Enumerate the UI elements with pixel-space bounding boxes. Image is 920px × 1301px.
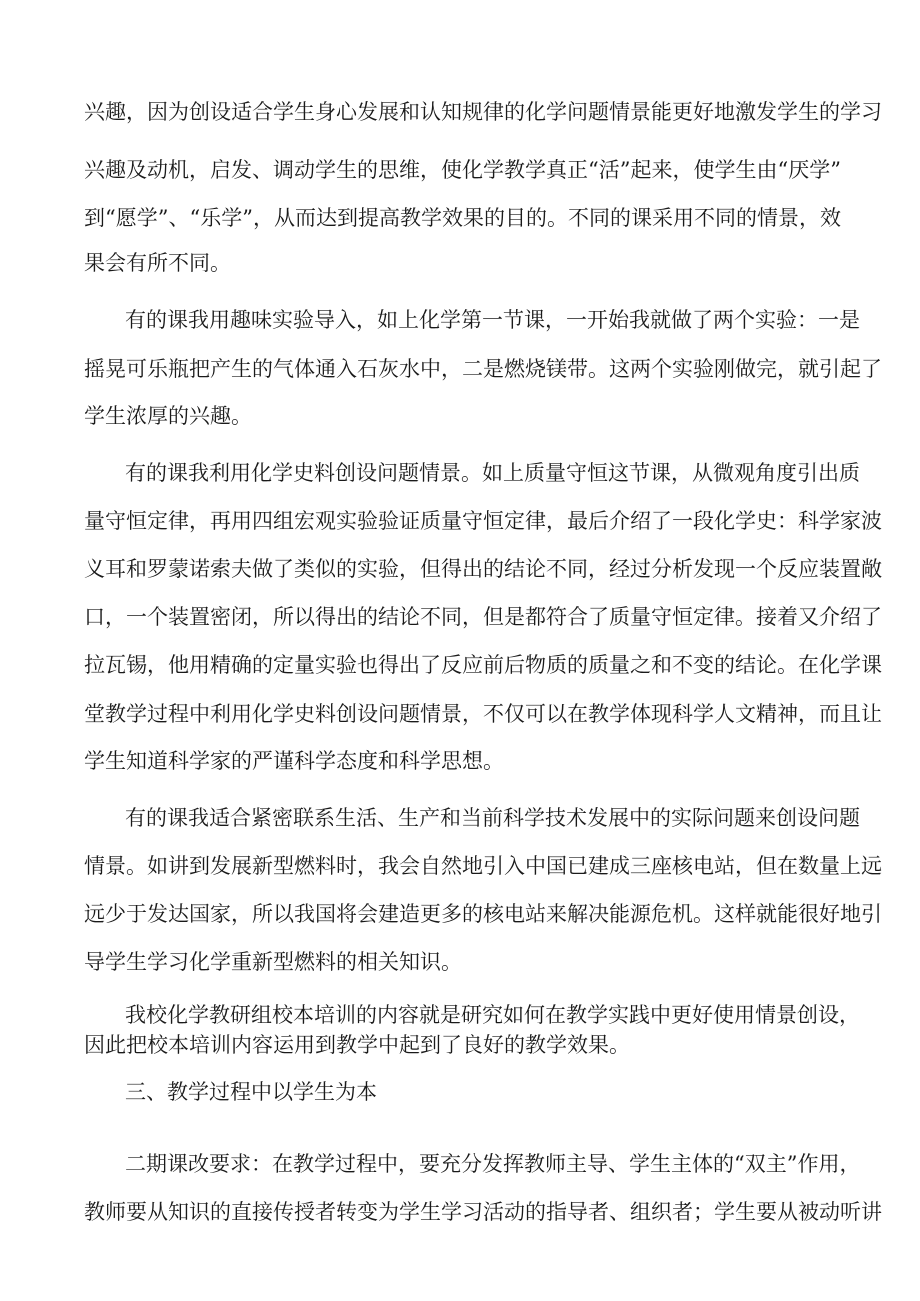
- text-line-4: 果会有所不同。: [84, 251, 231, 275]
- text-line-8: 有的课我利用化学史料创设问题情景。如上质量守恒这节课，从微观角度引出质: [125, 461, 860, 485]
- text-line-22: 二期课改要求：在教学过程中，要充分发挥教师主导、学生主体的“双主”作用，: [125, 1152, 861, 1176]
- text-line-9: 量守恒定律，再用四组宏观实验验证质量守恒定律，最后介绍了一段化学史：科学家波: [84, 509, 882, 533]
- text-line-12: 拉瓦锡，他用精确的定量实验也得出了反应前后物质的质量之和不变的结论。在化学课: [84, 653, 882, 677]
- text-line-13: 堂教学过程中利用化学史料创设问题情景，不仅可以在教学体现科学人文精神，而且让: [84, 702, 882, 726]
- text-line-19: 我校化学教研组校本培训的内容就是研究如何在教学实践中更好使用情景创设，: [125, 1003, 860, 1027]
- text-line-20: 因此把校本培训内容运用到教学中起到了良好的教学效果。: [84, 1033, 630, 1057]
- text-line-6: 摇晃可乐瓶把产生的气体通入石灰水中，二是燃烧镁带。这两个实验刚做完，就引起了: [84, 357, 882, 381]
- text-line-14: 学生知道科学家的严谨科学态度和科学思想。: [84, 749, 504, 773]
- section-heading: 三、教学过程中以学生为本: [125, 1080, 377, 1104]
- text-line-16: 情景。如讲到发展新型燃料时，我会自然地引入中国已建成三座核电站，但在数量上远: [84, 854, 882, 878]
- text-line-17: 远少于发达国家，所以我国将会建造更多的核电站来解决能源危机。这样就能很好地引: [84, 902, 882, 926]
- text-line-10: 义耳和罗蒙诺索夫做了类似的实验，但得出的结论不同，经过分析发现一个反应装置敞: [84, 557, 882, 581]
- text-line-18: 导学生学习化学重新型燃料的相关知识。: [84, 950, 462, 974]
- text-line-3: 到“愿学”、“乐学”，从而达到提高教学效果的目的。不同的课采用不同的情景，效: [84, 206, 841, 230]
- text-line-5: 有的课我用趣味实验导入，如上化学第一节课，一开始我就做了两个实验：一是: [125, 308, 860, 332]
- text-line-7: 学生浓厚的兴趣。: [84, 404, 252, 428]
- text-line-23: 教师要从知识的直接传授者转变为学生学习活动的指导者、组织者；学生要从被动听讲: [84, 1200, 882, 1224]
- text-line-2: 兴趣及动机，启发、调动学生的思维，使化学教学真正“活”起来，使学生由“厌学”: [84, 158, 841, 182]
- text-line-15: 有的课我适合紧密联系生活、生产和当前科学技术发展中的实际问题来创设问题: [125, 806, 860, 830]
- text-line-1: 兴趣，因为创设适合学生身心发展和认知规律的化学问题情景能更好地激发学生的学习: [84, 100, 882, 124]
- text-line-11: 口，一个装置密闭，所以得出的结论不同，但是都符合了质量守恒定律。接着又介绍了: [84, 605, 882, 629]
